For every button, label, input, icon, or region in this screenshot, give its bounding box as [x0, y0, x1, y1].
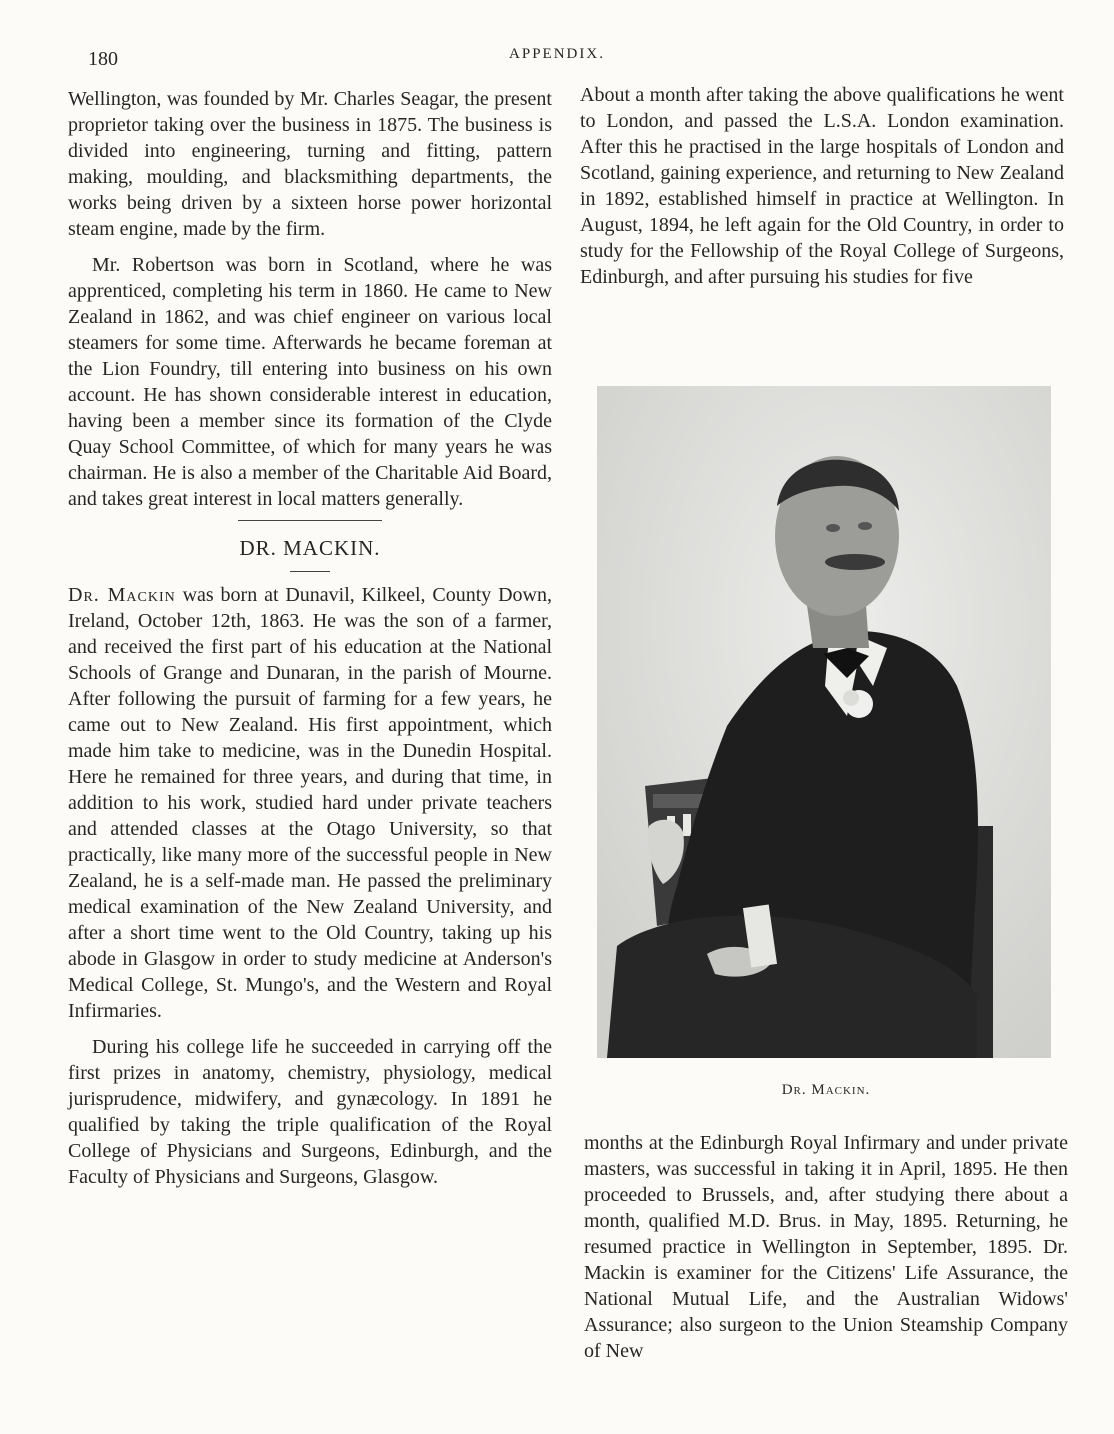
right-column-bottom: [584, 1130, 1068, 1364]
paragraph-mackin-bio-text: was born at Dunavil, Kilkeel, County Down, Ireland, October 12th, 1863. He was the son of a farmer, and received the first part of his education at the National Schools of Grange and Dunaran, in the parish of Mourne. After following the pursuit of farming for a few years, he came out to New Zealand. His first appointment, which made him take to medicine, was in the Dunedin Hospital. Here he remained for three years, and during that time, in addition to his work, studied hard under private teachers and attended classes at the Otago University, so that practically, like many more of the successful people in New Zealand, he is a self-made man. He passed the preliminary medical examination of the New Zealand University, and after a short time went to the Old Country, taking up his abode in Glasgow in order to study medicine at Anderson's Medical College, St. Mungo's, and the Western and Royal Infirmaries.: [68, 584, 552, 1022]
section-divider: [238, 520, 382, 521]
photo-caption-text: Dr. Mackin.: [781, 1082, 871, 1098]
right-column-top: [580, 82, 1064, 290]
paragraph-mackin-bio: [68, 582, 552, 1024]
paragraph-robertson: Mr. Robertson was born in Scotland, where he was apprenticed, completing his term in 1860. He came to New Zealand in 1862, and was chief engineer on various local steamers for some time. Afterwards he became foreman at the Lion Foundry, till entering into business on his own account. He has shown considerable interest in education, having been a member since its formation of the Clyde Quay School Committee, of which for many years he was chairman. He is also a member of the Charitable Aid Board, and takes great interest in local matters generally.: [68, 254, 552, 510]
portrait-illustration: [597, 386, 1051, 1058]
paragraph-london: About a month after taking the above qualifications he went to London, and passed the L.S.A. London examination. After this he practised in the large hospitals of London and Scotland, gaining experience, and returning to New Zealand in 1892, established himself in practice at Wellington. In August, 1894, he left again for the Old Country, in order to study for the Fellowship of the Royal College of Surgeons, Edinburgh, and after pursuing his studies for five: [580, 84, 1064, 288]
running-head: APPENDIX.: [509, 46, 605, 62]
section-heading: DR. MACKIN.: [239, 536, 381, 560]
left-column: [68, 86, 552, 1190]
portrait-photo: [597, 386, 1051, 1058]
photo-caption: [584, 1082, 1068, 1099]
page-number: 180: [88, 48, 118, 70]
lead-in-name: Dr. Mackin: [68, 584, 176, 606]
paragraph-edinburgh-brussels: months at the Edinburgh Royal Infirmary and under private masters, was successful in taking it in April, 1895. He then proceeded to Brussels, and, after studying there about a month, qualified M.D. Brus. in May, 1895. Returning, he resumed practice in Wellington in September, 1895. Dr. Mackin is examiner for the Citizens' Life Assurance, the National Mutual Life, and the Australian Widows' Assurance; also surgeon to the Union Steamship Company of New: [584, 1132, 1068, 1362]
paragraph-seagar-foundry: Wellington, was founded by Mr. Charles Seagar, the present proprietor taking over the business in 1875. The business is divided into engineering, turning and fitting, pattern making, moulding, and blacksmithing departments, the works being driven by a sixteen horse power horizontal steam engine, made by the firm.: [68, 88, 552, 240]
paragraph-college-life: During his college life he succeeded in carrying off the first prizes in anatomy, chemistry, physiology, medical jurisprudence, midwifery, and gynæcology. In 1891 he qualified by taking the triple qualification of the Royal College of Physicians and Surgeons, Edinburgh, and the Faculty of Physicians and Surgeons, Glasgow.: [68, 1036, 552, 1188]
